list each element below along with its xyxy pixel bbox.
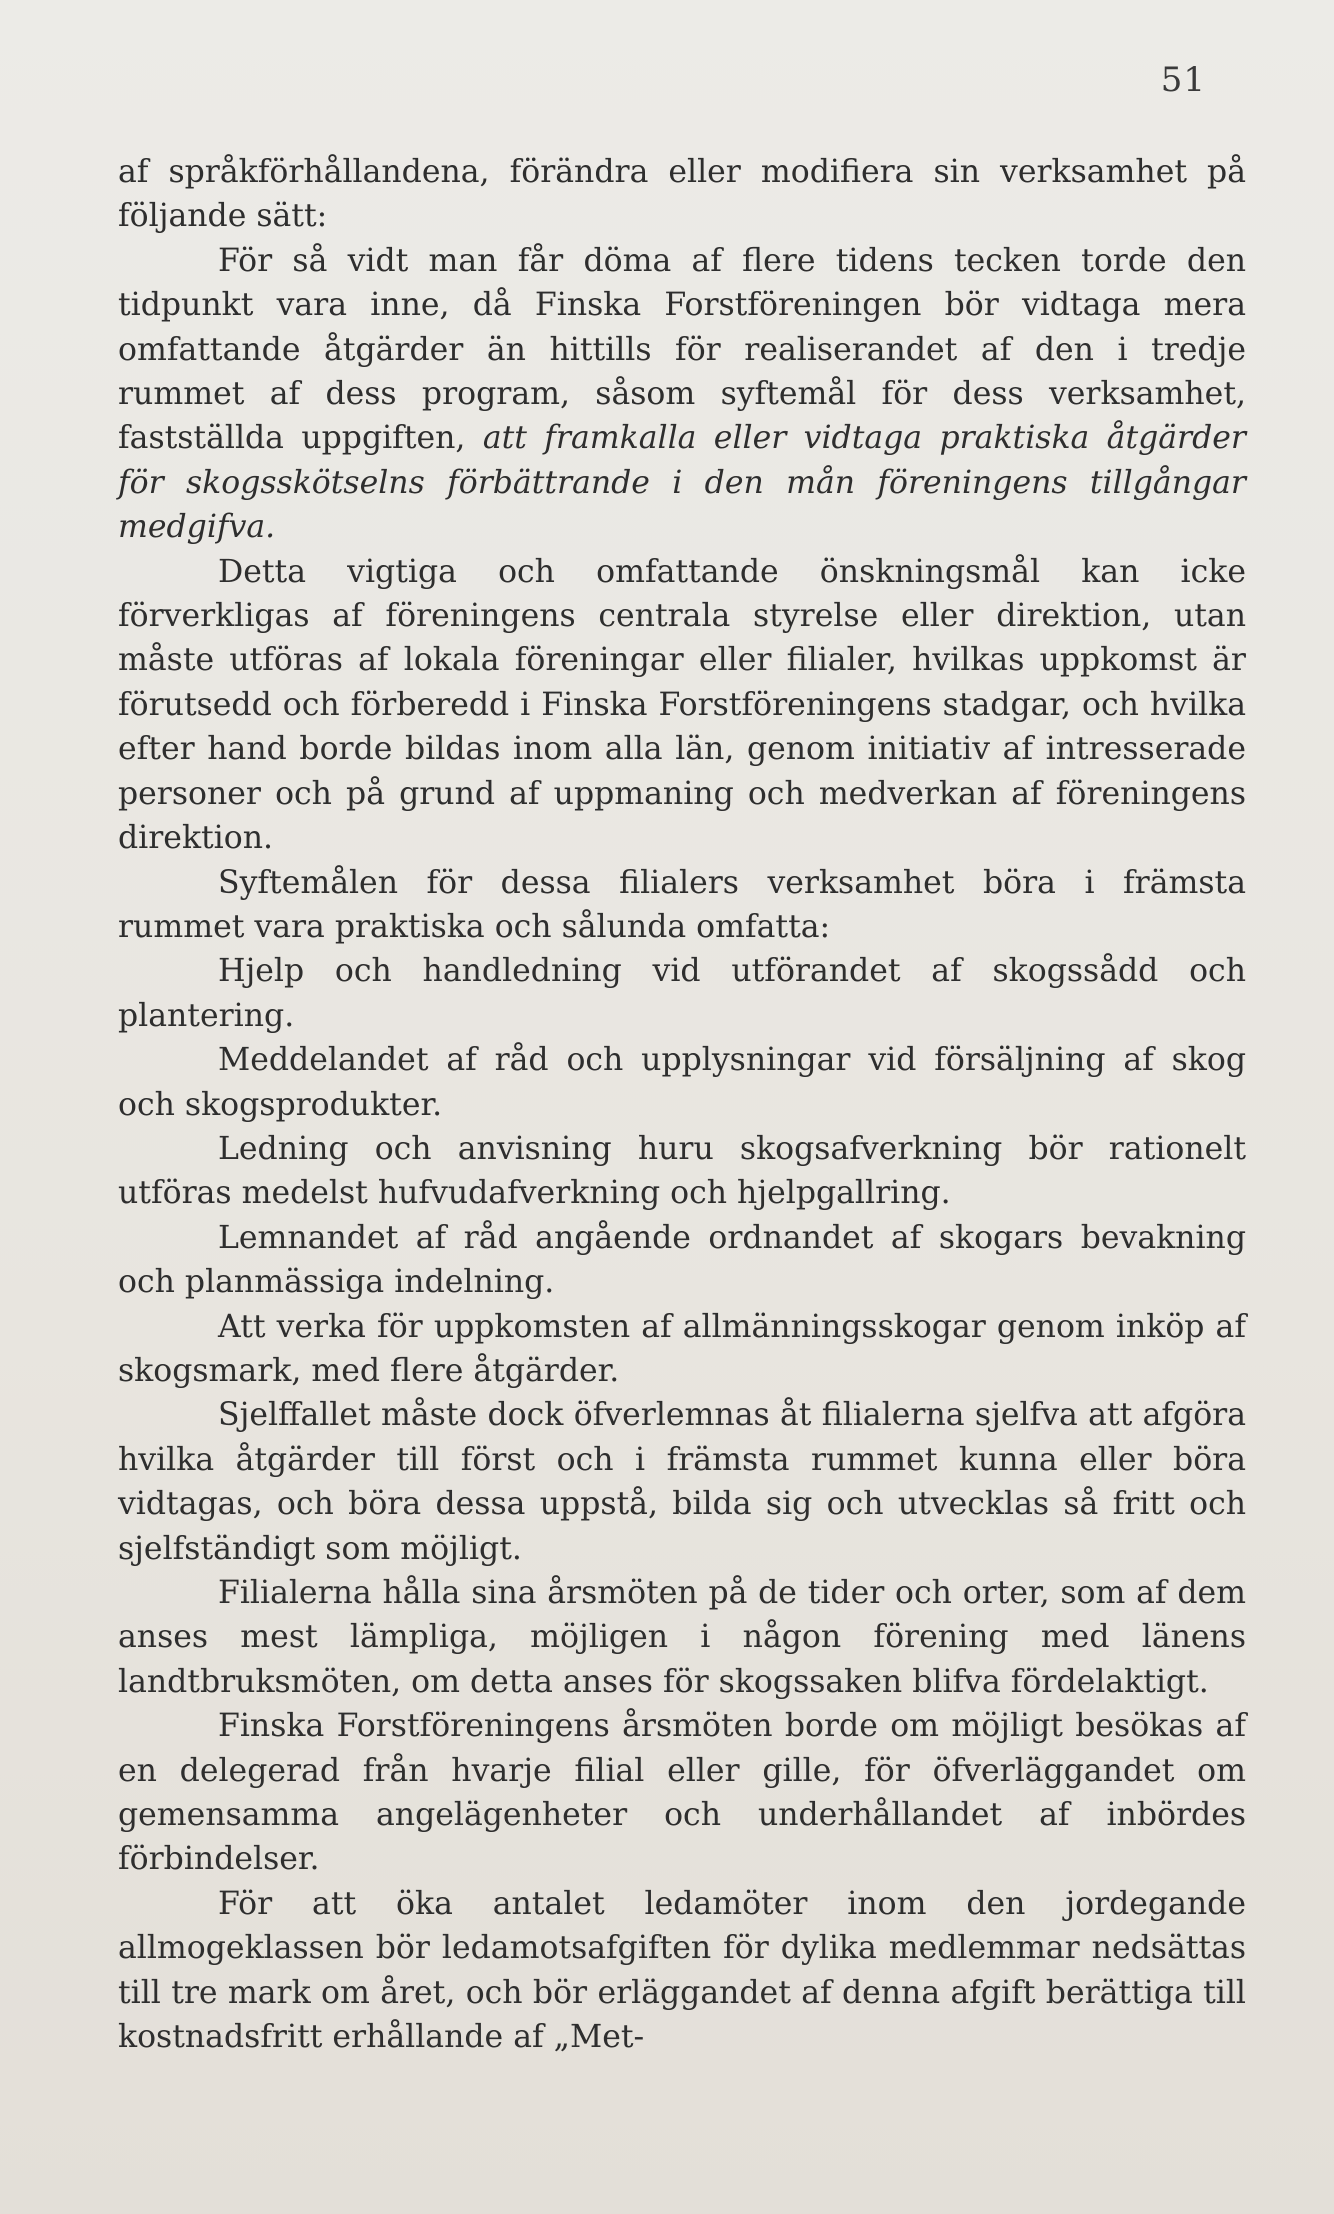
paragraph-4-text: Syftemålen för dessa filialers verksamhet böra i främsta rummet vara praktiska och sålunda omfatta: bbox=[118, 864, 1246, 945]
page-number: 51 bbox=[1160, 60, 1206, 100]
paragraph-5 bbox=[118, 949, 1246, 1038]
paragraph-12-text: Finska Forstföreningens årsmöten borde om möjligt besökas af en delegerad från hvarje filial eller gille, för öfverläggandet om gemensamma angelägenheter och underhållandet af inbördes förbindelser. bbox=[118, 1708, 1246, 1878]
paragraph-11 bbox=[118, 1571, 1246, 1704]
paragraph-3-text: Detta vigtiga och omfattande önskningsmål kan icke förverkligas af föreningens centrala styrelse eller direktion, utan måste utföras af lokala föreningar eller filialer, hvilkas uppkomst är förutsedd och förberedd i Finska Forstföreningens stadgar, och hvilka efter hand borde bildas inom alla län, genom initiativ af intresserade personer och på grund af uppmaning och medverkan af föreningens direktion. bbox=[118, 553, 1246, 857]
paragraph-7 bbox=[118, 1127, 1246, 1216]
paragraph-2-text: För så vidt man får döma af flere tidens tecken torde den tidpunkt vara inne, då Finska Forstföreningen bör vidtaga mera omfattande åtgärder än hittills för realiserandet af den i tredje rummet af dess program, såsom syftemål för dess verksamhet, fastställda uppgiften, bbox=[118, 242, 1246, 457]
paragraph-9 bbox=[118, 1305, 1246, 1394]
paragraph-8 bbox=[118, 1216, 1246, 1305]
paragraph-5-text: Hjelp och handledning vid utförandet af skogssådd och plantering. bbox=[118, 953, 1246, 1034]
paragraph-2-italic-text: att framkalla eller vidtaga praktiska åtgärder för skogsskötselns förbättrande i den mån föreningens tillgångar medgifva. bbox=[118, 420, 1246, 546]
paragraph-13 bbox=[118, 1882, 1246, 2060]
paragraph-7-text: Ledning och anvisning huru skogsafverkning bör rationelt utföras medelst hufvudafverkning och hjelpgallring. bbox=[118, 1130, 1246, 1212]
paragraph-1 bbox=[118, 150, 1246, 239]
paragraph-10 bbox=[118, 1393, 1246, 1571]
paragraph-12 bbox=[118, 1704, 1246, 1882]
body-text bbox=[118, 150, 1246, 2059]
paragraph-13-text: För att öka antalet ledamöter inom den jordegande allmogeklassen bör ledamotsafgiften för dylika medlemmar nedsättas till tre mark om året, och bör erläggandet af denna afgift berättiga till kostnadsfritt erhållande af „Met- bbox=[118, 1885, 1246, 2056]
paragraph-8-text: Lemnandet af råd angående ordnandet af skogars bevakning och planmässiga indelning. bbox=[118, 1219, 1246, 1301]
paragraph-3 bbox=[118, 550, 1246, 861]
paragraph-9-text: Att verka för uppkomsten af allmänningsskogar genom inköp af skogsmark, med flere åtgärder. bbox=[118, 1308, 1246, 1389]
paragraph-10-text: Sjelffallet måste dock öfverlemnas åt filialerna sjelfva att afgöra hvilka åtgärder till först och i främsta rummet kunna eller böra vidtagas, och böra dessa uppstå, bilda sig och utvecklas så fritt och sjelfständigt som möjligt. bbox=[118, 1397, 1246, 1567]
paragraph-6 bbox=[118, 1038, 1246, 1127]
paragraph-6-text: Meddelandet af råd och upplysningar vid försäljning af skog och skogsprodukter. bbox=[118, 1042, 1246, 1123]
paragraph-11-text: Filialerna hålla sina årsmöten på de tider och orter, som af dem anses mest lämpliga, möjligen i någon förening med länens landtbruksmöten, om detta anses för skogssaken blifva fördelaktigt. bbox=[118, 1575, 1246, 1700]
paragraph-1-text: af språkförhållandena, förändra eller modifiera sin verksamhet på följande sätt: bbox=[118, 154, 1246, 235]
paragraph-4 bbox=[118, 861, 1246, 950]
paragraph-2 bbox=[118, 239, 1246, 550]
